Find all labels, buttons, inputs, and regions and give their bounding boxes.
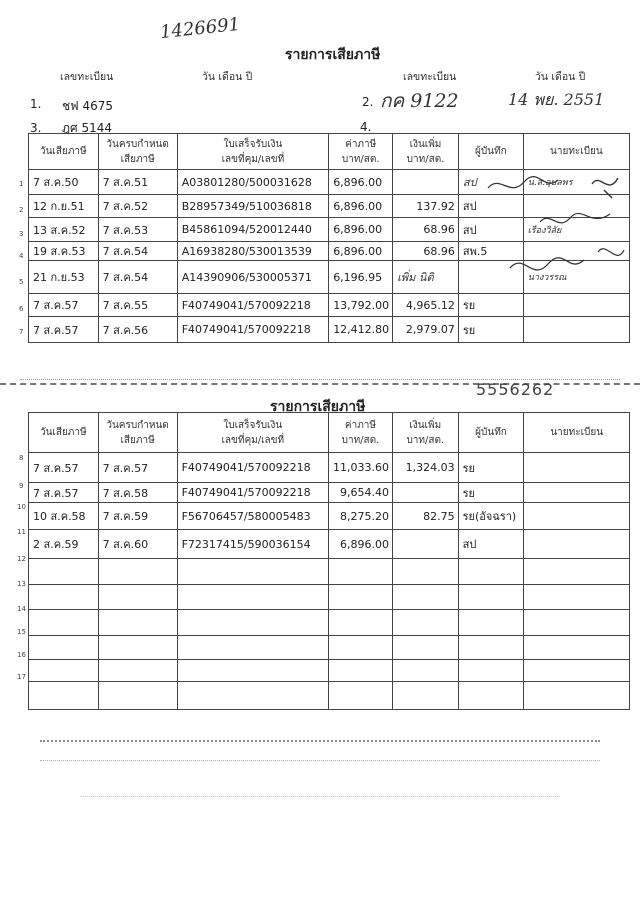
reg-plate-2: กค 9122 — [380, 90, 459, 112]
table-row — [29, 610, 630, 636]
cell-extra: 4,965.12 — [405, 298, 455, 312]
cell-recorder: สป — [462, 200, 477, 213]
table-row — [29, 660, 630, 682]
cell-receipt: A03801280/500031628 — [181, 175, 312, 189]
th-paid-date: วันเสียภาษี — [29, 134, 99, 170]
cell-receipt: A14390906/530005371 — [181, 270, 312, 284]
row-number: 5 — [19, 278, 24, 286]
cell-receipt: F40749041/570092218 — [181, 298, 311, 312]
cell-paid: 7 ส.ค.50 — [33, 176, 79, 189]
cell-due: 7 ส.ค.58 — [102, 486, 149, 500]
table-row — [29, 530, 630, 559]
cell-extra: 82.75 — [423, 509, 455, 523]
row-number: 13 — [17, 580, 26, 588]
cell-tax: 8,275.20 — [339, 509, 389, 523]
row-number: 11 — [17, 528, 26, 536]
cell-receipt: B28957349/510036818 — [181, 199, 312, 213]
cell-recorder: สพ.5 — [462, 245, 488, 258]
cell-paid: 2 ส.ค.59 — [33, 538, 79, 551]
th-extra: เงินเพิ่ม บาท/สต. — [392, 413, 458, 453]
cell-due: 7 ส.ค.60 — [102, 538, 149, 551]
row-number: 2 — [19, 206, 24, 214]
cell-due: 7 ส.ค.54 — [102, 245, 149, 258]
table-header-row — [29, 134, 630, 170]
cell-due: 7 ส.ค.59 — [102, 510, 149, 523]
reg-no-4: 4. — [360, 120, 372, 134]
th-tax: ค่าภาษี บาท/สต. — [329, 134, 393, 170]
row-number: 14 — [17, 605, 26, 613]
cell-paid: 7 ส.ค.57 — [33, 486, 79, 500]
table-row — [29, 503, 630, 530]
col-reg-label: เลขทะเบียน — [60, 71, 114, 83]
row-number: 10 — [17, 503, 26, 511]
reg-plate-1: ชฟ 4675 — [62, 99, 113, 113]
page-title: รายการเสียภาษี — [285, 47, 381, 63]
reg-no-3: 3. — [30, 121, 42, 135]
cell-recorder: รย — [462, 299, 476, 312]
cell-tax: 6,896.00 — [333, 199, 383, 213]
cell-receipt: F40749041/570092218 — [181, 461, 311, 474]
cell-registrar: น.ส.อุบลพร — [527, 178, 573, 188]
th-paid-date: วันเสียภาษี — [29, 413, 99, 453]
th-recorder: ผู้บันทึก — [458, 134, 523, 170]
handwritten-number: 1426691 — [159, 13, 242, 44]
row-number: 3 — [19, 230, 24, 238]
cell-paid: 7 ส.ค.57 — [33, 299, 79, 312]
table-row — [29, 483, 630, 503]
cell-recorder: รย — [462, 486, 475, 500]
cell-due: 7 ส.ค.52 — [102, 200, 149, 213]
cell-paid: 13 ส.ค.52 — [33, 223, 86, 237]
cell-paid: 21 ก.ย.53 — [33, 271, 85, 284]
table-row — [29, 636, 630, 660]
col-date2-label: วัน เดือน ปี — [535, 71, 586, 83]
table-row — [29, 682, 630, 710]
cell-tax: 9,654.40 — [339, 486, 389, 499]
row-number: 15 — [17, 628, 26, 636]
signature-scribble-icon — [480, 170, 630, 300]
cell-receipt: B45861094/520012440 — [181, 223, 312, 236]
row-number: 6 — [19, 305, 24, 313]
cell-due: 7 ส.ค.57 — [102, 461, 149, 475]
cell-tax: 6,896.00 — [333, 244, 383, 258]
cell-paid: 19 ส.ค.53 — [33, 245, 86, 258]
corner-number: 5556262 — [476, 380, 555, 399]
cell-recorder: สป — [462, 538, 477, 551]
cell-extra: เพิ่ม นิติ — [397, 271, 434, 284]
cell-extra: 2,979.07 — [405, 323, 455, 336]
cell-recorder: สป — [462, 176, 477, 189]
scan-noise — [40, 760, 600, 761]
cell-paid: 10 ส.ค.58 — [33, 510, 86, 523]
col-date-label: วัน เดือน ปี — [202, 71, 253, 83]
row-number: 12 — [17, 555, 26, 563]
cell-receipt: A16938280/530013539 — [181, 244, 312, 258]
cell-receipt: F40749041/570092218 — [181, 486, 311, 499]
reg-no-1: 1. — [30, 97, 42, 111]
cell-tax: 6,896.00 — [333, 175, 383, 189]
th-tax: ค่าภาษี บาท/สต. — [328, 413, 392, 453]
cell-due: 7 ส.ค.56 — [102, 323, 149, 337]
row-number: 9 — [19, 482, 24, 490]
cell-tax: 13,792.00 — [333, 298, 390, 312]
row-number: 8 — [19, 454, 24, 462]
th-registrar: นายทะเบียน — [524, 413, 630, 453]
table-header-row — [29, 413, 630, 453]
cell-due: 7 ส.ค.55 — [102, 299, 149, 312]
th-recorder: ผู้บันทึก — [458, 413, 524, 453]
tax-table-2 — [28, 412, 630, 710]
scan-noise — [80, 796, 560, 797]
cell-recorder: รย — [462, 323, 476, 337]
cell-paid: 12 ก.ย.51 — [33, 200, 85, 213]
cell-receipt: F40749041/570092218 — [181, 323, 311, 336]
cell-recorder: รย — [462, 461, 475, 475]
reg-plate-3: ฎศ 5144 — [62, 121, 113, 135]
th-due-date: วันครบกำหนด เสียภาษี — [98, 134, 177, 170]
cell-extra: 68.96 — [423, 244, 455, 258]
col-reg2-label: เลขทะเบียน — [403, 71, 457, 83]
cell-due: 7 ส.ค.54 — [102, 271, 149, 284]
cell-receipt: F56706457/580005483 — [181, 509, 311, 523]
cell-registrar: นางวรรณ — [527, 273, 567, 283]
cell-tax: 6,896.00 — [339, 537, 389, 551]
scan-noise — [40, 740, 600, 742]
th-receipt: ใบเสร็จรับเงิน เลขที่คุม/เลขที่ — [177, 134, 328, 170]
cell-registrar: เรืองวิลัย — [527, 225, 562, 236]
cell-tax: 11,033.60 — [332, 461, 389, 474]
cell-paid: 7 ส.ค.57 — [33, 461, 79, 475]
row-number: 7 — [19, 328, 24, 336]
row-number: 17 — [17, 673, 26, 681]
th-receipt: ใบเสร็จรับเงิน เลขที่คุม/เลขที่ — [177, 413, 328, 453]
row-number: 16 — [17, 651, 26, 659]
table-row — [29, 453, 630, 483]
table-row — [29, 559, 630, 585]
cell-extra: 68.96 — [423, 223, 455, 236]
cell-extra: 1,324.03 — [405, 461, 455, 474]
row-number: 4 — [19, 252, 24, 260]
cell-due: 7 ส.ค.53 — [102, 223, 149, 237]
cell-receipt: F72317415/590036154 — [181, 537, 311, 551]
table-row — [29, 317, 630, 343]
cell-recorder: สป — [462, 223, 477, 237]
cell-paid: 7 ส.ค.57 — [33, 323, 79, 337]
th-due-date: วันครบกำหนด เสียภาษี — [98, 413, 177, 453]
table2-title: รายการเสียภาษี — [270, 399, 366, 415]
cell-tax: 12,412.80 — [333, 323, 390, 336]
reg-date-2: 14 พย. 2551 — [508, 90, 605, 109]
cell-due: 7 ส.ค.51 — [102, 176, 149, 189]
cell-extra: 137.92 — [416, 199, 455, 213]
th-extra: เงินเพิ่ม บาท/สต. — [393, 134, 459, 170]
th-registrar: นายทะเบียน — [523, 134, 629, 170]
cell-tax: 6,196.95 — [333, 270, 383, 284]
cell-tax: 6,896.00 — [333, 223, 383, 236]
row-number: 1 — [19, 180, 24, 188]
table-row — [29, 585, 630, 610]
cell-recorder: รย(อัจฉรา) — [462, 510, 517, 523]
reg-no-2: 2. — [362, 95, 374, 109]
